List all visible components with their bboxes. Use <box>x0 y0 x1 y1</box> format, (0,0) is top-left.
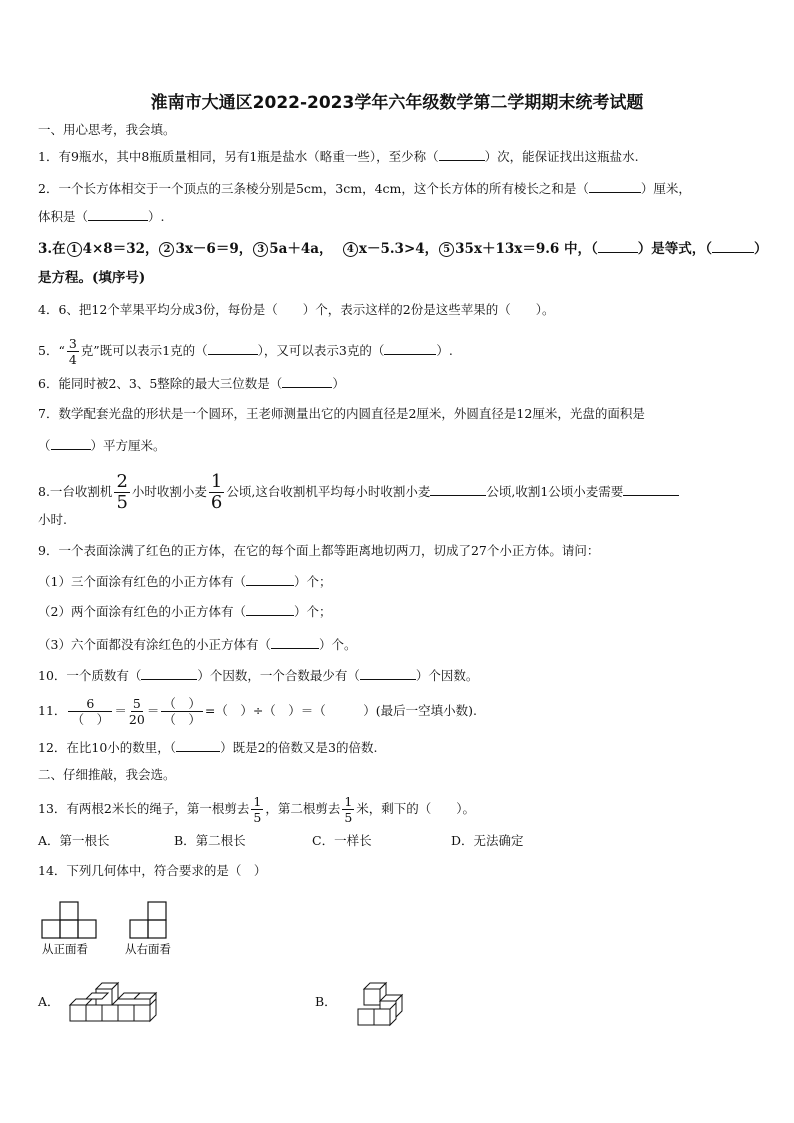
answer-blank[interactable] <box>141 667 197 680</box>
circled-number: 4 <box>343 242 358 257</box>
answer-blank[interactable] <box>589 180 641 193</box>
circled-number: 3 <box>253 242 268 257</box>
question-13: 13．有两根2米长的绳子，第一根剪去 $\frac{1}{5}$ ，第二根剪去 $\frac{1}{5}$ 米，剩下的（ ）。 <box>38 794 476 825</box>
question-3-cont: 是方程。(填序号) <box>38 270 146 286</box>
question-8-cont: 小时. <box>38 512 67 527</box>
question-2-cont: 体积是（ ）. <box>38 209 165 224</box>
question-5: 5．“ $\frac{3}{4}$ 克”既可以表示1克的（ ），又可以表示3克的（ ）. <box>38 336 453 367</box>
question-6: 6．能同时被2、3、5整除的最大三位数是（ ） <box>38 376 345 391</box>
answer-blank[interactable] <box>176 739 220 752</box>
front-view-label: 从正面看 <box>42 942 88 956</box>
fraction: $\frac{1}{5}$ <box>344 794 353 825</box>
question-12: 12．在比10小的数里，（ ）既是2的倍数又是3的倍数. <box>38 740 378 755</box>
view-diagrams <box>38 898 198 960</box>
answer-blank[interactable] <box>282 375 332 388</box>
section-2-heading: 二、仔细推敲，我会选。 <box>38 767 176 782</box>
right-view-grid <box>130 902 166 938</box>
question-9-part-2: （2）两个面涂有红色的小正方体有（ ）个； <box>38 604 332 619</box>
fraction: $\frac{5}{20}$ <box>128 696 145 727</box>
circled-number: 2 <box>159 242 174 257</box>
circled-number: 1 <box>67 242 82 257</box>
fraction: $\frac{2}{5}$ <box>116 471 128 513</box>
question-7: 7．数学配套光盘的形状是一个圆环，王老师测量出它的内圆直径是2厘米，外圆直径是12厘米，光盘的面积是 <box>38 406 645 421</box>
fraction: $\frac{1}{5}$ <box>253 794 262 825</box>
q14-option-b-solid[interactable] <box>354 981 406 1029</box>
question-2: 2．一个长方体相交于一个顶点的三条棱分别是5cm，3cm，4cm，这个长方体的所有棱长之和是（ ）厘米， <box>38 181 691 196</box>
answer-blank[interactable] <box>208 342 258 355</box>
answer-blank[interactable] <box>430 483 486 496</box>
question-10: 10．一个质数有（ ）个因数，一个合数最少有（ ）个因数。 <box>38 668 479 683</box>
fraction: $\frac{1}{6}$ <box>210 471 223 513</box>
option-c[interactable]: C．一样长 <box>312 833 372 848</box>
answer-blank[interactable] <box>88 208 148 221</box>
answer-blank[interactable] <box>439 148 485 161</box>
question-7-cont: （ ）平方厘米。 <box>38 438 166 453</box>
fraction: $\frac{3}{4}$ <box>68 336 77 367</box>
answer-blank[interactable] <box>246 573 294 586</box>
question-11: 11． $\frac{6}{( )}$ ＝ $\frac{5}{20}$ ＝ $\frac{( )}{( )}$ =（ ）÷（ ）＝（ ）(最后一空填小数). <box>38 696 478 727</box>
question-9-part-1: （1）三个面涂有红色的小正方体有（ ）个； <box>38 574 332 589</box>
answer-blank[interactable] <box>360 667 416 680</box>
option-d[interactable]: D．无法确定 <box>451 833 524 848</box>
q14-option-a-label[interactable]: A． <box>38 994 60 1009</box>
fraction: $\frac{( )}{( )}$ <box>163 696 201 727</box>
question-4: 4．6、把12个苹果平均分成3份，每份是（ ）个，表示这样的2份是这些苹果的（ ）。 <box>38 302 555 317</box>
answer-blank[interactable] <box>598 240 638 253</box>
page-title: 淮南市大通区2022-2023学年六年级数学第二学期期末统考试题 <box>150 93 644 113</box>
question-1: 1．有9瓶水，其中8瓶质量相同，另有1瓶是盐水（略重一些），至少称（ ）次，能保证找出这瓶盐水. <box>38 149 639 164</box>
answer-blank[interactable] <box>384 342 436 355</box>
answer-blank[interactable] <box>246 603 294 616</box>
fraction: $\frac{6}{( )}$ <box>68 696 112 727</box>
question-9-part-3: （3）六个面都没有涂红色的小正方体有（ ）个。 <box>38 637 357 652</box>
answer-blank[interactable] <box>271 636 319 649</box>
q14-option-b-label[interactable]: B． <box>315 994 337 1009</box>
option-b[interactable]: B．第二根长 <box>174 833 246 848</box>
answer-blank[interactable] <box>51 437 91 450</box>
front-view-grid <box>42 902 96 938</box>
right-view-label: 从右面看 <box>125 942 171 956</box>
question-3: 3.在 1 4×8＝32， 2 3x－6＝9， 3 5a＋4a， 4 x－5.3>4， 5 35x＋13x＝9.6 中，（ ）是等式，（ ） <box>38 241 768 257</box>
q14-option-a-solid[interactable] <box>66 977 161 1029</box>
question-8: 8.一台收割机 $\frac{2}{5}$ 小时收割小麦 $\frac{1}{6}$ 公顷,这台收割机平均每小时收割小麦 公顷,收割1公顷小麦需要 <box>38 472 679 513</box>
answer-blank[interactable] <box>712 240 754 253</box>
section-1-heading: 一、用心思考，我会填。 <box>38 122 176 137</box>
question-9: 9．一个表面涂满了红色的正方体，在它的每个面上都等距离地切两刀，切成了27个小正方体。请问： <box>38 543 600 558</box>
answer-blank[interactable] <box>623 483 679 496</box>
option-a[interactable]: A．第一根长 <box>38 833 110 848</box>
question-14: 14．下列几何体中，符合要求的是（ ） <box>38 863 267 878</box>
circled-number: 5 <box>439 242 454 257</box>
question-13-options <box>38 833 591 849</box>
